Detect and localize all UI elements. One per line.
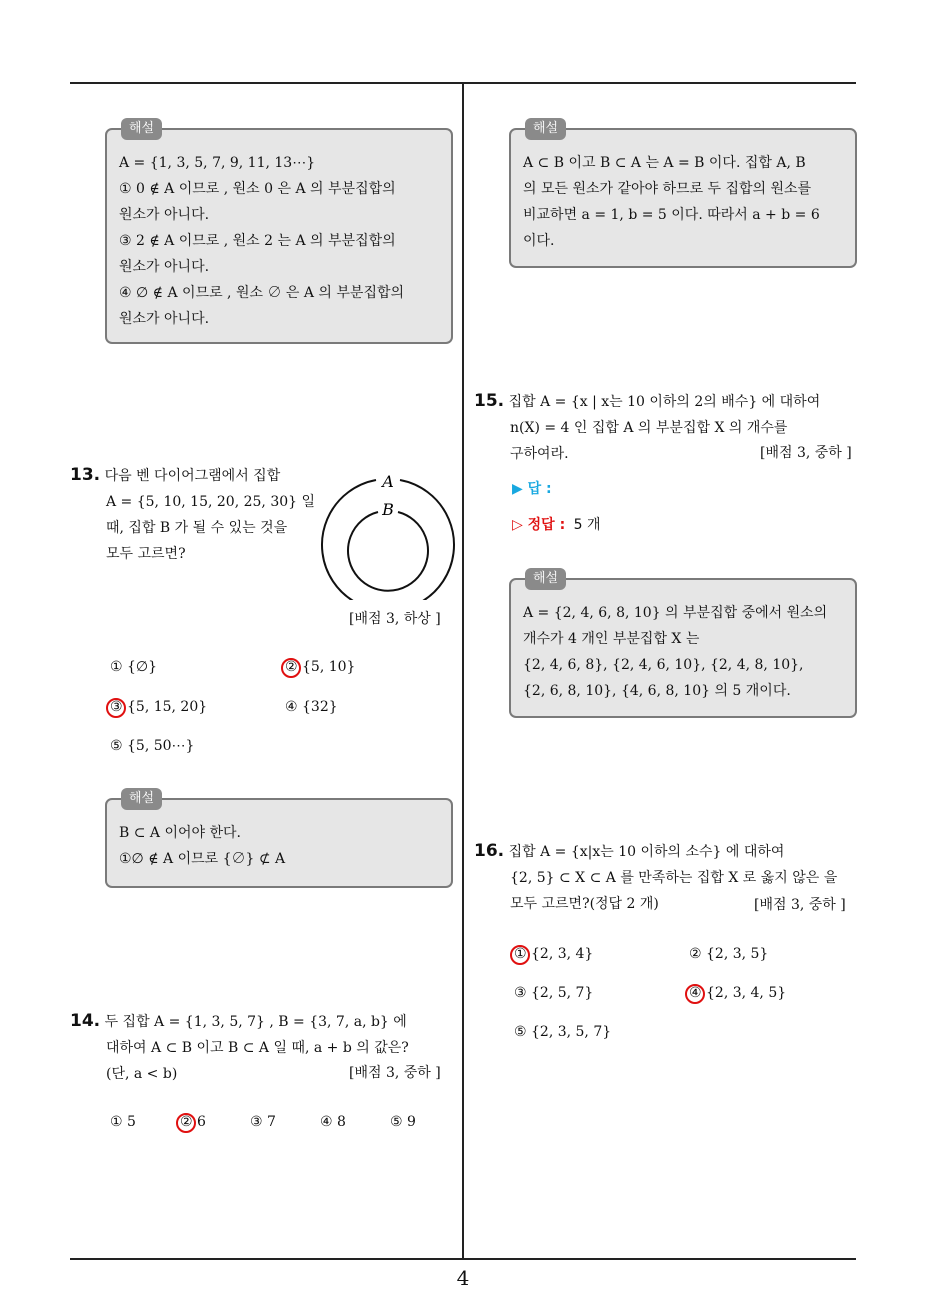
explanation-box-q15: [509, 571, 857, 718]
score-label: [배점 3, 하상 ]: [349, 611, 441, 627]
question-text: n(X) = 4 인 집합 A 의 부분집합 X 의 개수를: [510, 420, 788, 436]
explanation-tag: 해설: [121, 118, 162, 140]
explanation-box-q13: [105, 791, 453, 888]
explanation-line: 비교하면 a = 1, b = 5 이다. 따라서 a + b = 6: [523, 207, 820, 223]
answer-circle-mark: [510, 945, 530, 965]
explanation-tag: 해설: [121, 788, 162, 810]
option-4[interactable]: ④ {2, 3, 4, 5}: [689, 985, 787, 1001]
score-label: [배점 3, 중하 ]: [760, 445, 852, 461]
question-text: 두 집합 A = {1, 3, 5, 7} , B = {3, 7, a, b} 에: [104, 1014, 407, 1030]
question-number: 16.: [474, 841, 505, 861]
explanation-line: 원소가 아니다.: [119, 207, 210, 223]
explanation-line: A = {1, 3, 5, 7, 9, 11, 13⋯}: [119, 155, 316, 171]
question-text: 구하여라.: [510, 446, 569, 462]
question-13: [70, 462, 316, 567]
explanation-line: A = {2, 4, 6, 8, 10} 의 부분집합 중에서 원소의: [523, 605, 828, 621]
venn-outer-circle: [322, 480, 454, 600]
correct-answer: [512, 514, 601, 534]
explanation-tag: 해설: [525, 118, 566, 140]
question-text: 대하여 A ⊂ B 이고 B ⊂ A 일 때, a + b 의 값은?: [106, 1040, 409, 1056]
option-2[interactable]: ② {2, 3, 5}: [689, 946, 769, 962]
explanation-tag: 해설: [525, 568, 566, 590]
explanation-box-q12: [105, 121, 453, 344]
venn-inner-circle: [348, 512, 428, 591]
option-2[interactable]: ② 6: [180, 1114, 206, 1130]
explanation-line: ③ 2 ∉ A 이므로 , 원소 2 는 A 의 부분집합의: [119, 233, 396, 249]
option-4[interactable]: ④ 8: [320, 1114, 346, 1130]
explanation-line: 원소가 아니다.: [119, 311, 210, 327]
explanation-line: A ⊂ B 이고 B ⊂ A 는 A = B 이다. 집합 A, B: [523, 155, 806, 171]
question-number: 13.: [70, 465, 101, 485]
option-2[interactable]: ② {5, 10}: [285, 659, 356, 675]
answer-prompt: ▶ 답 :: [512, 481, 552, 497]
question-text: 다음 벤 다이어그램에서 집합: [104, 468, 281, 484]
explanation-box-q14: [509, 121, 857, 268]
option-3[interactable]: ③ 7: [250, 1114, 276, 1130]
explanation-line: {2, 4, 6, 8}, {2, 4, 6, 10}, {2, 4, 8, 10},: [523, 657, 804, 673]
option-5[interactable]: ⑤ {2, 3, 5, 7}: [514, 1024, 612, 1040]
correct-answer-label: ▷ 정답 :: [512, 517, 566, 533]
explanation-line: 개수가 4 개인 부분집합 X 는: [523, 631, 700, 647]
column-divider: [462, 82, 464, 1258]
venn-label-b: B: [382, 500, 394, 519]
question-number: 14.: [70, 1011, 101, 1031]
answer-circle-mark: [685, 984, 705, 1004]
answer-circle-mark: [281, 658, 301, 678]
answer-circle-mark: [176, 1113, 196, 1133]
option-5[interactable]: ⑤ 9: [390, 1114, 416, 1130]
answer-circle-mark: [106, 698, 126, 718]
explanation-line: 원소가 아니다.: [119, 259, 210, 275]
option-3[interactable]: ③ {5, 15, 20}: [110, 699, 208, 715]
explanation-line: ④ ∅ ∉ A 이므로 , 원소 ∅ 은 A 의 부분집합의: [119, 285, 405, 301]
explanation-line: 의 모든 원소가 같아야 하므로 두 집합의 원소를: [523, 181, 812, 197]
question-text: {2, 5} ⊂ X ⊂ A 를 만족하는 집합 X 로 옳지 않은 을: [510, 870, 838, 886]
bottom-rule: [70, 1258, 856, 1260]
option-4[interactable]: ④ {32}: [285, 699, 338, 715]
question-text: 모두 고르면?: [106, 546, 186, 562]
option-1[interactable]: ① {∅}: [110, 659, 158, 675]
question-text: A = {5, 10, 15, 20, 25, 30} 일: [106, 494, 316, 510]
option-5[interactable]: ⑤ {5, 50⋯}: [110, 738, 195, 754]
option-1[interactable]: ① {2, 3, 4}: [514, 946, 594, 962]
venn-label-a: A: [382, 472, 394, 491]
venn-diagram: [318, 470, 458, 600]
page-number: 4: [456, 1266, 470, 1290]
explanation-line: ①∅ ∉ A 이므로 {∅} ⊄ A: [119, 851, 286, 867]
question-text: 모두 고르면?(정답 2 개): [510, 896, 659, 912]
correct-answer-value: 5 개: [573, 517, 601, 533]
option-3[interactable]: ③ {2, 5, 7}: [514, 985, 594, 1001]
question-text: 때, 집합 B 가 될 수 있는 것을: [106, 520, 288, 536]
option-1[interactable]: ① 5: [110, 1114, 136, 1130]
score-label: [배점 3, 중하 ]: [754, 897, 846, 913]
explanation-line: {2, 6, 8, 10}, {4, 6, 8, 10} 의 5 개이다.: [523, 683, 791, 699]
explanation-line: ① 0 ∉ A 이므로 , 원소 0 은 A 의 부분집합의: [119, 181, 396, 197]
question-text: 집합 A = {x|x는 10 이하의 소수} 에 대하여: [508, 844, 785, 860]
question-text: 집합 A = {x | x는 10 이하의 2의 배수} 에 대하여: [508, 394, 821, 410]
score-label: [배점 3, 중하 ]: [349, 1065, 441, 1081]
explanation-line: B ⊂ A 이어야 한다.: [119, 825, 241, 841]
explanation-line: 이다.: [523, 233, 555, 249]
question-number: 15.: [474, 391, 505, 411]
question-text: (단, a < b): [106, 1066, 178, 1082]
